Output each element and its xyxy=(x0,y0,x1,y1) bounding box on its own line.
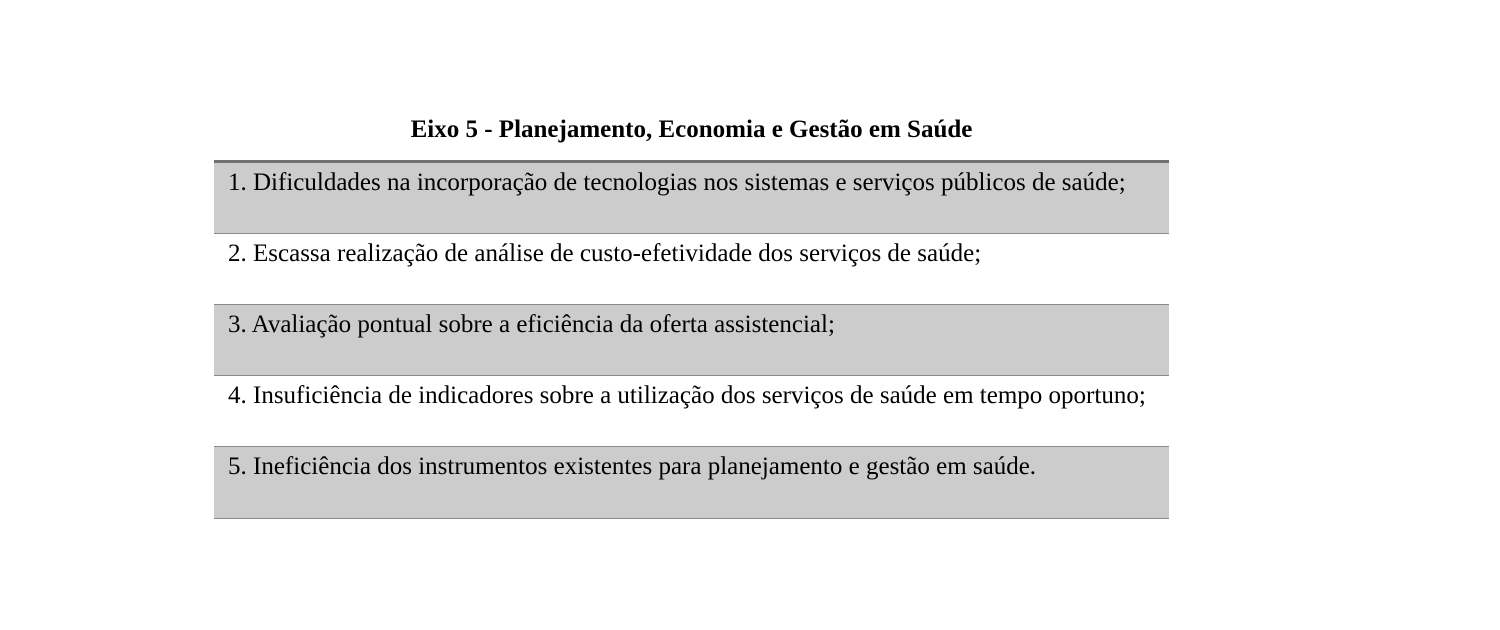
table-row-1: 1. Dificuldades na incorporação de tecnologias nos sistemas e serviços públicos de saúde; xyxy=(214,163,1169,234)
table-row-2: 2. Escassa realização de análise de custo-efetividade dos serviços de saúde; xyxy=(214,234,1169,305)
table-row-4: 4. Insuficiência de indicadores sobre a utilização dos serviços de saúde em tempo oportuno; xyxy=(214,376,1169,447)
table-title: Eixo 5 - Planejamento, Economia e Gestão em Saúde xyxy=(410,116,973,143)
issues-table xyxy=(214,160,1169,519)
table-row-5: 5. Ineficiência dos instrumentos existentes para planejamento e gestão em saúde. xyxy=(214,447,1169,519)
table-row-3: 3. Avaliação pontual sobre a eficiência da oferta assistencial; xyxy=(214,305,1169,376)
